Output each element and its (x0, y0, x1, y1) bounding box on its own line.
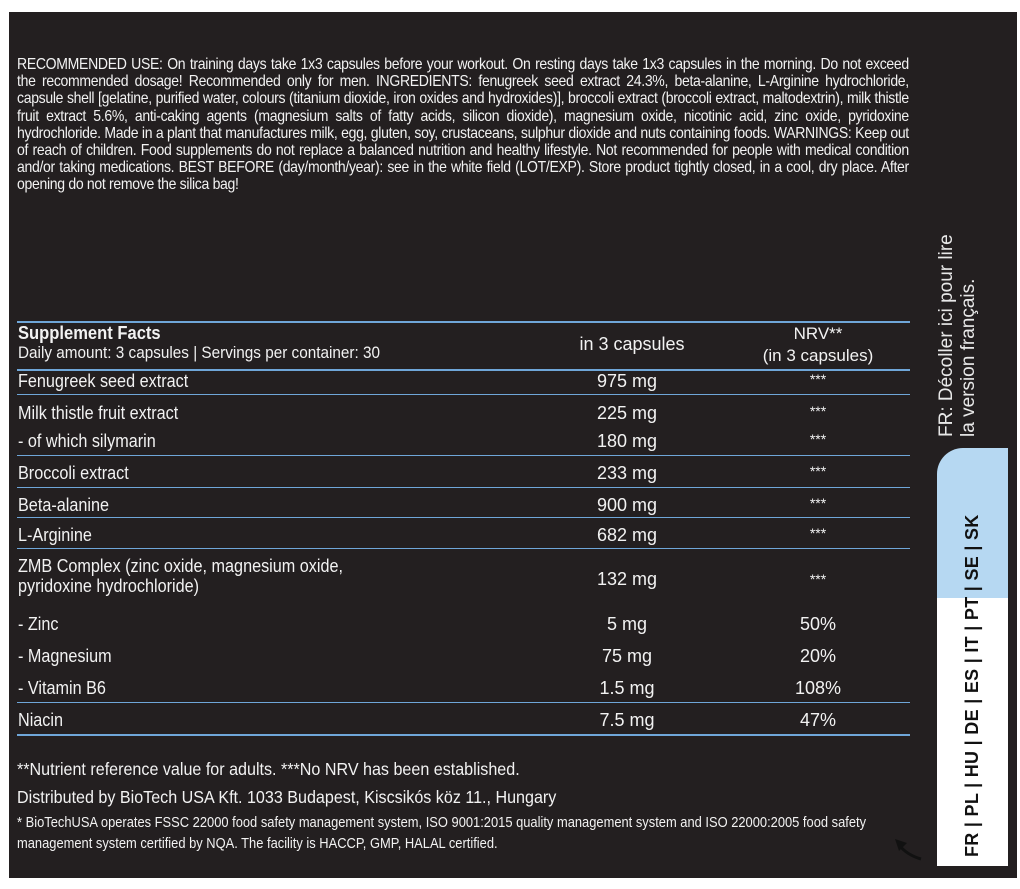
nutrient-amount: 975 mg (596, 371, 658, 391)
nutrient-name: - Magnesium (18, 646, 112, 666)
nutrient-nrv: *** (809, 371, 827, 387)
label-main-panel (17, 56, 909, 852)
language-list: FR | PL | HU | DE | ES | IT | PT | SE | SK (962, 514, 982, 857)
nutrient-amount: 1.5 mg (599, 678, 655, 698)
nutrient-name: L-Arginine (18, 525, 92, 545)
french-instruction-line2: la version français. (958, 278, 979, 437)
nutrient-name: - Vitamin B6 (18, 678, 106, 698)
nutrient-amount: 682 mg (596, 525, 658, 545)
row-rule (17, 394, 910, 395)
column-header-amount: in 3 capsules (579, 334, 685, 354)
nutrient-name: Milk thistle fruit extract (18, 403, 179, 423)
french-peel-instruction (936, 137, 980, 437)
row-rule (17, 487, 910, 488)
nutrient-name: - of which silymarin (18, 431, 156, 451)
french-instruction-line1: FR: Décoller ici pour lire (936, 234, 957, 437)
nutrient-amount: 7.5 mg (599, 710, 655, 730)
nutrient-amount: 225 mg (596, 403, 658, 423)
nutrient-name-continued: pyridoxine hydrochloride) (18, 576, 199, 596)
nutrient-name: Niacin (18, 710, 64, 730)
row-rule (17, 702, 910, 703)
nutrient-nrv: 20% (799, 646, 837, 666)
nutrient-nrv: *** (809, 403, 827, 419)
distributor-text: Distributed by BioTech USA Kft. 1033 Budapest, Kiscsikós köz 11., Hungary (17, 787, 557, 807)
nutrient-amount: 132 mg (596, 569, 658, 589)
certification-text: * BioTechUSA operates FSSC 22000 food safety management system, ISO 9001:2015 quality management system and ISO 22000:2005 food safety management system certified by NQA. The facility is HACCP, GMP, HALAL certified. (17, 814, 867, 852)
nutrient-nrv: *** (809, 463, 827, 479)
nutrient-name: Beta-alanine (18, 495, 109, 515)
nutrient-amount: 900 mg (596, 495, 658, 515)
nrv-header-line1: NRV** (793, 324, 843, 343)
nutrient-amount: 5 mg (606, 614, 648, 634)
facts-subtitle: Daily amount: 3 capsules | Servings per container: 30 (18, 343, 381, 362)
peel-arrow-icon (885, 825, 925, 865)
supplement-label (9, 12, 1017, 878)
nutrient-nrv: *** (809, 431, 827, 447)
row-rule (17, 455, 910, 456)
nutrient-amount: 75 mg (601, 646, 653, 666)
column-header-nrv (733, 323, 903, 367)
recommended-use-ingredients-text: RECOMMENDED USE: On training days take 1x3 capsules before your workout. On resting days take 1x3 capsules in the morning. Do not exceed the recommended dosage! Recommended only for men. INGREDIENTS: fenugreek seed extract 24.3%, beta-alanine, L-Arginine hydrochloride, capsule shell [gelatine, purified water, colours (titanium dioxide, iron oxides and hydroxides)], broccoli extract (broccoli extract, maltodextrin), milk thistle fruit extract 5.6%, anti-caking agents (magnesium salts of fatty acids, silicon dioxide), magnesium oxide, nicotinic acid, zinc oxide, pyridoxine hydrochloride. Made in a plant that manufactures milk, egg, gluten, soy, crustaceans, sulphur dioxide and nuts containing foods. WARNINGS: Keep out of reach of children. Food supplements do not replace a balanced nutrition and healthy lifestyle. Not recommended for people with medical condition and/or taking medications. BEST BEFORE (day/month/year): see in the white field (LOT/EXP). Store product tightly closed, in a cool, dry place. After opening do not remove the silica bag! (17, 56, 909, 194)
nutrient-name: Fenugreek seed extract (18, 371, 189, 391)
nutrient-nrv: 47% (799, 710, 837, 730)
nutrient-name: Broccoli extract (18, 463, 129, 483)
nutrient-name: ZMB Complex (zinc oxide, magnesium oxide, (18, 556, 344, 576)
row-rule (17, 548, 910, 549)
nutrient-nrv: *** (809, 571, 827, 587)
nrv-header-line2: (in 3 capsules) (762, 346, 874, 365)
nrv-footnote: **Nutrient reference value for adults. ***No NRV has been established. (17, 759, 520, 779)
table-bottom-rule (17, 734, 910, 736)
row-rule (17, 517, 910, 518)
nutrient-amount: 180 mg (596, 431, 658, 451)
nutrient-nrv: *** (809, 495, 827, 511)
nutrient-nrv: *** (809, 525, 827, 541)
label-footnotes (17, 759, 917, 854)
nutrient-name: - Zinc (18, 614, 59, 634)
nutrient-nrv: 50% (799, 614, 837, 634)
nutrient-nrv: 108% (794, 678, 842, 698)
nutrient-amount: 233 mg (596, 463, 658, 483)
facts-title: Supplement Facts (18, 323, 161, 343)
